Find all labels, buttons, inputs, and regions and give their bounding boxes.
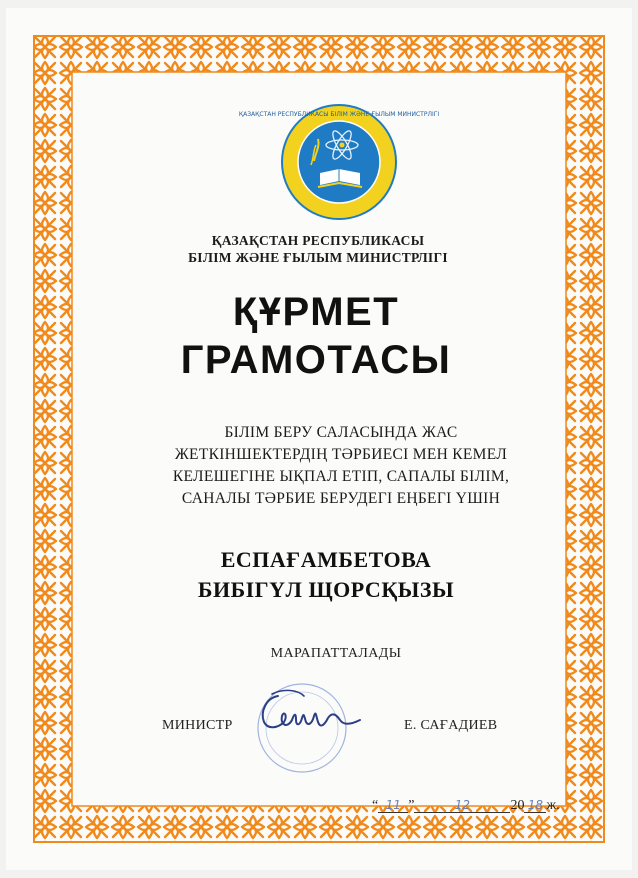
- date-year-prefix: 20: [510, 798, 525, 813]
- date-year-suffix: 18: [524, 798, 546, 813]
- recipient-surname: ЕСПАҒАМБЕТОВА: [220, 547, 432, 572]
- date-suffix: ж.: [546, 798, 560, 813]
- date-close-quote: ”: [408, 798, 415, 813]
- ministry-line-2: БІЛІМ ЖӘНЕ ҒЫЛЫМ МИНИСТРЛІГІ: [188, 250, 448, 265]
- emblem-ring-text: ҚАЗАҚСТАН РЕСПУБЛИКАСЫ БІЛІМ ЖӘНЕ ҒЫЛЫМ МИНИСТРЛІГІ: [238, 111, 440, 118]
- title-line-1: ҚҰРМЕТ: [232, 290, 400, 334]
- ministry-emblem: [238, 103, 440, 221]
- reason-line-4: САНАЛЫ ТӘРБИЕ БЕРУДЕГІ ЕҢБЕГІ ҮШІН: [181, 490, 501, 507]
- title-line-2: ГРАМОТАСЫ: [180, 338, 452, 382]
- date-month: 12: [414, 798, 510, 813]
- certificate-sheet: [6, 8, 632, 870]
- date-day: 11: [378, 798, 408, 813]
- reason-line-3: КЕЛЕШЕГІНЕ ЫҚПАЛ ЕТІП, САПАЛЫ БІЛІМ,: [172, 468, 510, 485]
- handwritten-signature: [244, 676, 384, 776]
- recipient-name: БИБІГҮЛ ЩОРСҚЫЗЫ: [197, 577, 455, 602]
- ministry-line-1: ҚАЗАҚСТАН РЕСПУБЛИКАСЫ: [211, 233, 425, 248]
- date-open-quote: “: [372, 798, 379, 813]
- minister-label: МИНИСТР: [162, 718, 233, 733]
- reason-line-1: БІЛІМ БЕРУ САЛАСЫНДА ЖАС: [224, 424, 458, 441]
- date-line: [372, 798, 560, 814]
- minister-name: Е. САҒАДИЕВ: [404, 718, 498, 733]
- reason-line-2: ЖЕТКІНШЕКТЕРДІҢ ТӘРБИЕСІ МЕН КЕМЕЛ: [174, 446, 508, 463]
- awarded-text: МАРАПАТТАЛАДЫ: [270, 646, 402, 661]
